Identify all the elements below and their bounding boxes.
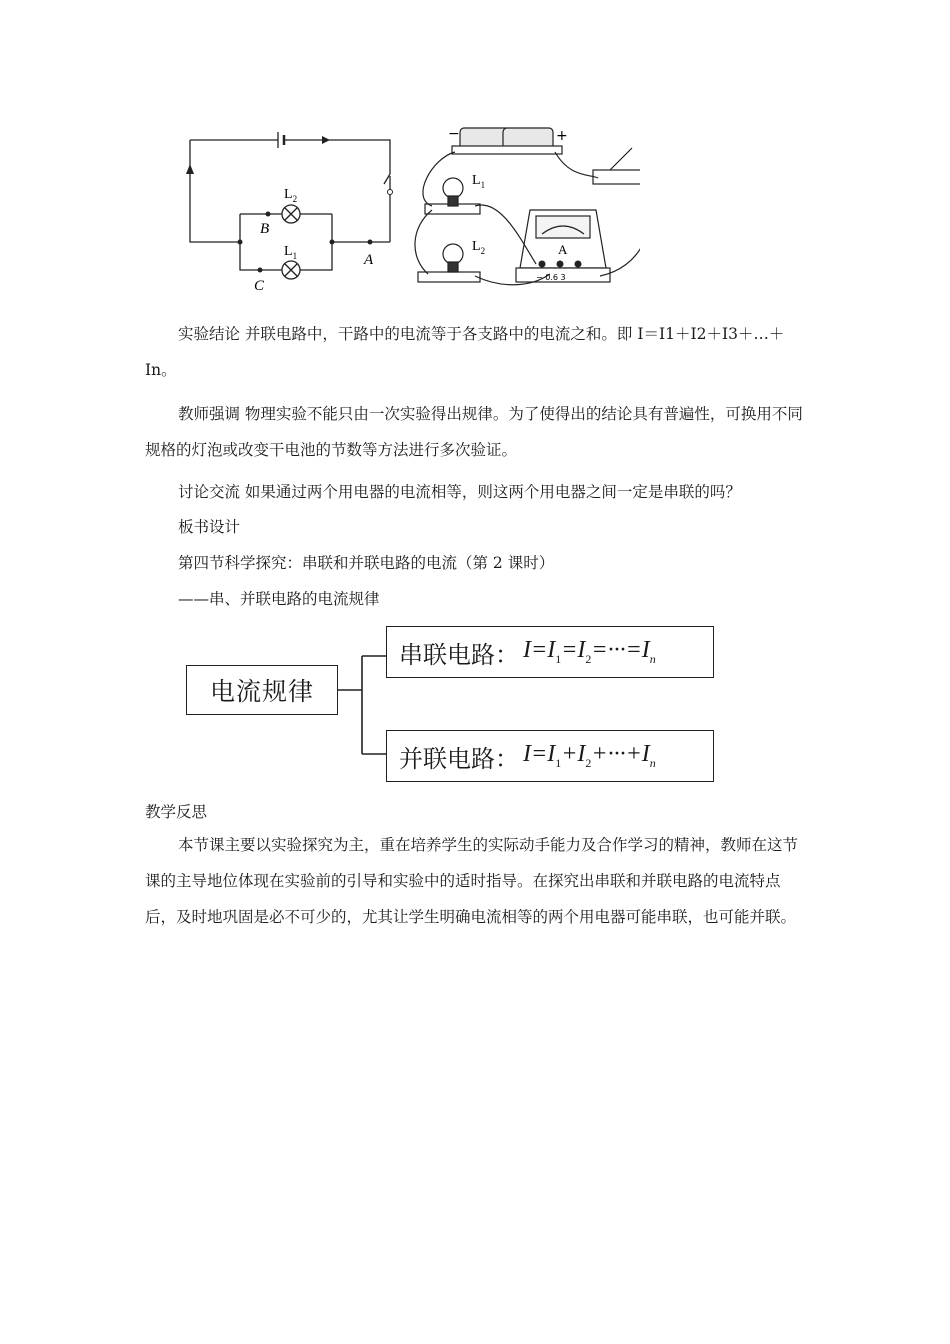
battery-plus: + <box>556 128 568 144</box>
circuit-figure <box>170 118 640 303</box>
apparatus-l2: $L_2$ <box>472 239 486 256</box>
parallel-label: 并联电路： <box>399 744 519 773</box>
parallel-formula: $I=I_1+I_2+\cdot\cdot\cdot+I_n$ <box>523 741 656 770</box>
parallel-law-box <box>386 730 714 782</box>
label-b: B <box>260 221 270 237</box>
label-l2: $L_2$ <box>284 187 298 204</box>
subtitle-line: ——串、并联电路的电流规律 <box>178 590 380 608</box>
apparatus-l1: $L_1$ <box>472 173 486 190</box>
series-formula: $I=I_1=I_2=\cdot\cdot\cdot=I_n$ <box>523 637 656 666</box>
conclusion-paragraph: 实验结论 并联电路中，干路中的电流等于各支路中的电流之和。即 I＝I1＋I2＋I3＋…＋In。 <box>145 325 785 379</box>
battery-minus: − <box>448 126 460 142</box>
current-law-box: 电流规律 <box>186 665 338 715</box>
ammeter-letter: A <box>558 242 568 257</box>
reflection-heading: 教学反思 <box>145 803 208 821</box>
discussion-line: 讨论交流 如果通过两个用电器的电流相等，则这两个用电器之间一定是串联的吗？ <box>178 483 741 501</box>
series-law-box <box>386 626 714 678</box>
ammeter-terminals: − 0.6 3 <box>536 273 566 282</box>
circuit-svg <box>170 118 640 303</box>
board-design-line: 板书设计 <box>178 518 241 536</box>
reflection-paragraph: 本节课主要以实验探究为主，重在培养学生的实际动手能力及合作学习的精神，教师在这节课的主导地位体现在实验前的引导和实验中的适时指导。在探究出串联和并联电路的电流特点后，及时地巩固是必不可少的，尤其让学生明确电流相等的两个用电器可能串联，也可能并联。 <box>145 836 799 926</box>
section-title-line: 第四节科学探究：串联和并联电路的电流（第 2 课时） <box>178 554 555 572</box>
emphasis-paragraph: 教师强调 物理实验不能只由一次实验得出规律。为了使得出的结论具有普遍性，可换用不同规格的灯泡或改变干电池的节数等方法进行多次验证。 <box>145 405 803 459</box>
label-a: A <box>364 252 374 268</box>
current-law-diagram <box>180 622 720 790</box>
label-c: C <box>254 278 265 294</box>
label-l1: $L_1$ <box>284 244 298 261</box>
series-label: 串联电路： <box>399 640 519 669</box>
